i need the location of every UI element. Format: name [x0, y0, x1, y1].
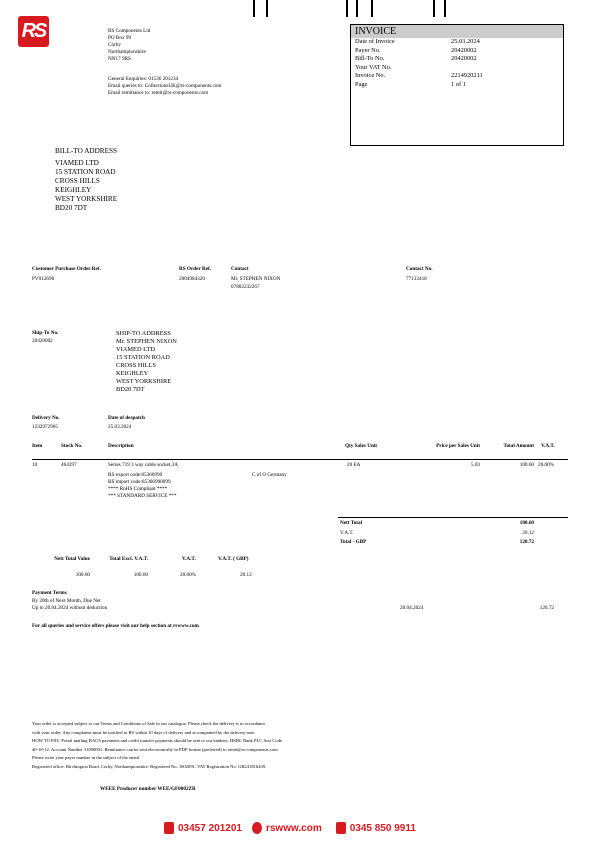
rs-logo: RS — [18, 16, 49, 47]
weee-number: WEEE Producer number WEE/GF0002ZR — [100, 786, 196, 792]
company-address: RS Components Ltd PO Box 99 Corby Northamptonshire NN17 9RS — [108, 28, 151, 62]
invoice-box: INVOICE Date of Invoice 25.03.2024 Payer No. 20420002 Bill-To No. 20420002 Your VAT No. Invoice No. 2214920211 Page 1 of 1 — [350, 24, 564, 146]
mouse-icon — [252, 822, 262, 834]
contact-bar: 03457 201201 rswww.com 0345 850 9911 — [164, 822, 416, 834]
company-contact: General Enquiries: 01536 201234 Email queries to: CollectionsUK@rs-components.com Email remittance to: remit@rs-components.com — [108, 76, 222, 96]
invoice-title: INVOICE — [351, 25, 563, 38]
help-text: For all queries and service offers please visit our help section at rswww.com — [32, 623, 199, 629]
terms-footer: Your order is accepted subject to our Terms and Conditions of Sale in our catalogue. Please check the delivery is in accordance with your order. Any complaints must be notified to RS within 10 days of delivery and accompanied by the delivery note. HOW TO PAY. Postal mailing BACS payments and credit transfer payments should be sent to our bankers, HSBC Bank PLC Sort Code 40-18-12. Account Number 31090001. Remittance can be sent electronically in PDF format (preferred) to remit@rs-components.com Please write your payer number in the subject of the email. Registered office: Birchington Road, Corby, Northamptonshire. Registered No. 1002091. VAT Registration No. GB241816439. — [32, 721, 283, 769]
phone-icon — [164, 822, 174, 834]
totals-rule — [338, 517, 568, 518]
fax-icon — [336, 822, 346, 834]
header-rule — [32, 459, 568, 460]
bill-to-address: BILL-TO ADDRESS VIAMED LTD 15 STATION ROAD CROSS HILLS KEIGHLEY WEST YORKSHIRE BD20 7DT — [55, 147, 118, 212]
